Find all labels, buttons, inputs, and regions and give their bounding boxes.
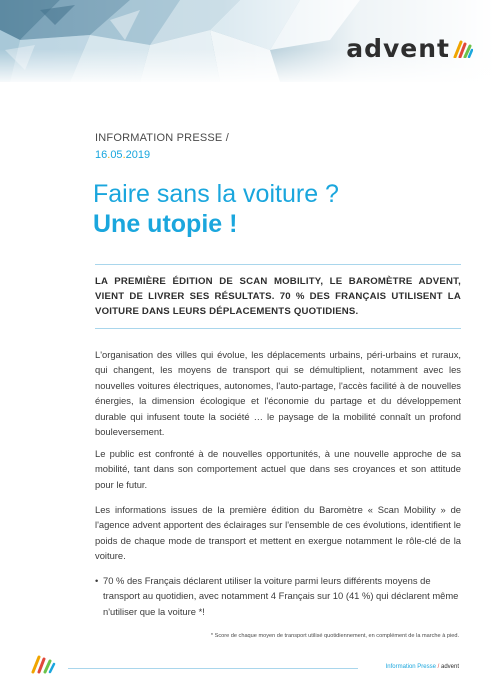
date-month: 05 (110, 149, 123, 161)
divider-bottom (95, 328, 461, 329)
footer-divider (68, 668, 358, 669)
advent-logo (346, 32, 473, 66)
footnote: * Score de chaque moyen de transport utilisé quotidiennement, en complément de la marche à pied. (210, 633, 459, 639)
divider-top (95, 264, 461, 265)
bullet-symbol: • (95, 575, 99, 586)
footer-section: Information Presse (385, 664, 436, 670)
title-line-2: Une utopie ! (93, 210, 238, 238)
body-paragraph-1: L'organisation des villes qui évolue, les déplacements urbains, péri-urbains et ruraux, qui changent, les moyens de transport qui se démultiplient, notamment avec les nouvelles voitures électriques, autonomes, l'auto-partage, l'accès facilité à de nouvelles énergies, la dimension écologique et l'économie du partage et du développement durable qui infusent toute la société … le paysage de la mobilité connaît un profond bouleversement. (95, 349, 461, 438)
footer-label (386, 664, 459, 670)
footer-brand: advent (440, 664, 459, 670)
press-date (95, 149, 150, 161)
bullet-item (95, 573, 461, 619)
footer-separator: / (435, 664, 441, 670)
body-paragraph-2: Le public est confronté à de nouvelles opportunités, à une nouvelle approche de sa mobilité, tant dans son comportement actuel que dans ses croyances et son attitude pour le futur. (95, 448, 461, 490)
press-label: INFORMATION PRESSE / (95, 132, 229, 144)
body-paragraph-3: Les informations issues de la première édition du Baromètre « Scan Mobility » de l'agence advent apportent des éclairages sur l'ensemble de ces évolutions, identifient le poids de chaque mode de transport et mettent en exergue notamment le rôle-clé de la voiture. (95, 504, 461, 562)
bullet-text: 70 % des Français déclarent utiliser la voiture parmi leurs différents moyens de transport au quotidien, avec notamment 4 Français sur 10 (41 %) qui déclarent même n'utiliser que la voiture *! (103, 575, 459, 617)
date-separator: . (107, 149, 111, 161)
date-separator: . (122, 149, 126, 161)
lead-paragraph: LA PREMIÈRE ÉDITION DE SCAN MOBILITY, LE BAROMÈTRE ADVENT, VIENT DE LIVRER SES RÉSULTATS. 70 % DES FRANÇAIS UTILISENT LA VOITURE DANS LEURS DÉPLACEMENTS QUOTIDIENS. (95, 276, 461, 317)
date-day: 16 (95, 149, 108, 161)
date-year: 2019 (125, 149, 151, 161)
title-line-1: Faire sans la voiture ? (93, 180, 339, 208)
logo-wordmark: advent (346, 34, 450, 63)
footer-brush-strokes-icon (30, 654, 60, 674)
logo-brush-strokes-icon (453, 40, 473, 58)
